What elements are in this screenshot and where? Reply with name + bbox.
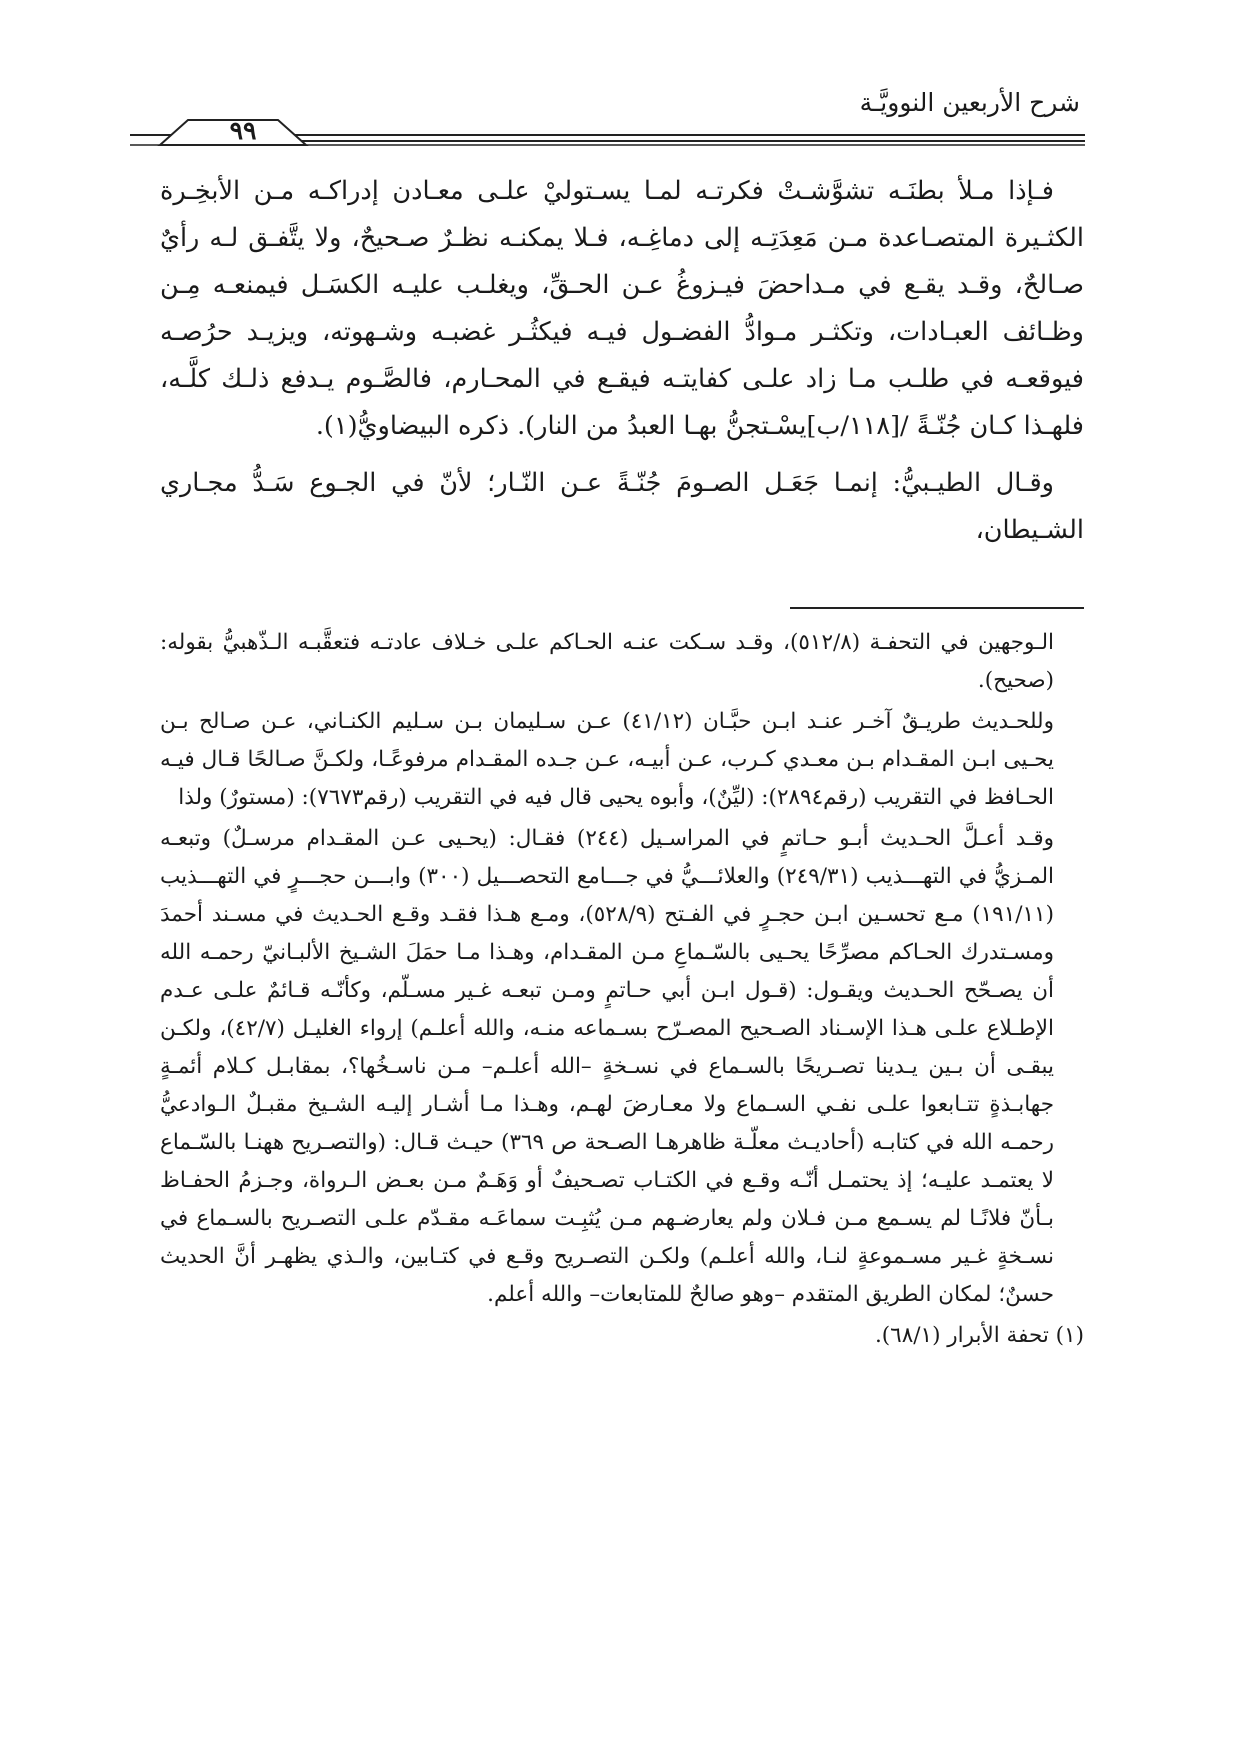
page-number: ٩٩ xyxy=(229,116,257,145)
footnotes xyxy=(160,624,1084,1358)
main-paragraph: فـإذا مـلأ بطنَـه تشوَّشـتْ فكرتـه لمـا يسـتوليْ علـى معـادن إدراكـه مـن الأبخِـرة الكثـيرة المتصـاعدة مـن مَعِدَتِـه إلى دماغِـه، فـلا يمكنـه نظـرٌ صـحيحٌ، ولا يتَّفـق لـه رأيٌ صـالحٌ، وقـد يقـع في مـداحضَ فيـزوغُ عـن الحـقِّ، ويغلـب عليـه الكسَـل فيمنعـه مِـن وظـائف العبـادات، وتكثـر مـوادُّ الفضـول فيـه فيكثُـر غضبـه وشـهوته، ويزيـد حرُصـه فيوقعـه في طلـب مـا زاد علـى كفايتـه فيقـع في المحـارم، فالصَّـوم يـدفع ذلـك كلَّـه، فلهـذا كـان جُنّـةً /[١١٨/ب]يسْـتجنُّ بهـا العبدُ من النار). ذكره البيضاويُّ(١). xyxy=(160,176,1084,441)
main-paragraph: وقـال الطيـبيُّ: إنمـا جَعَـل الصـومَ جُنّـةً عـن النّـار؛ لأنّ في الجـوع سَـدُّ مجـاري الشـيطان، xyxy=(160,468,1084,545)
footnote-citation: (١) تحفة الأبرار (٦٨/١). xyxy=(874,1323,1084,1348)
footnote-separator xyxy=(790,607,1084,609)
footnote-line: وقـد أعـلَّ الحـديث أبـو حـاتمٍ في المراسـيل (٢٤٤) فقـال: (يحـيى عـن المقـدام مرسـلٌ) وتبعـه المـزيُّ في التهـــذيب (٢٤٩/٣١) والعلائـــيُّ في جـــامع التحصـــيل (٣٠٠) وابـــن حجـــرٍ في التهـــذيب (١٩١/١١) مـع تحسـين ابـن حجـرٍ في الفـتح (٥٢٨/٩)، ومـع هـذا فقـد وقـع الحـديث في مسـند أحمدَ ومسـتدرك الحـاكم مصرِّحًا يحـيى بالسّـماعِ مـن المقـدام، وهـذا مـا حمَلَ الشـيخ الألبـانيّ رحمـه الله أن يصـحّح الحـديث ويقـول: (قـول ابـن أبي حـاتمٍ ومـن تبعـه غـير مسـلّم، وكأنّـه قـائمٌ علـى عـدم الإطـلاع علـى هـذا الإسـناد الصـحيح المصـرّح بسـماعه منـه، والله أعلـم) إرواء الغليـل (٤٢/٧)، ولكـن يبقـى أن بـين يـدينا تصـريحًا بالسـماع في نسـخةٍ –الله أعلـم– مـن ناسـخُها؟، بمقابـل كـلام أئمـةٍ جهابـذةٍ تتـابعوا علـى نفـي السـماع ولا معـارضَ لهـم، وهـذا مـا أشـار إليـه الشـيخ مقبـلٌ الـوادعيُّ رحمـه الله في كتابـه (أحاديـث معلّـة ظاهرهـا الصـحة ص ٣٦٩) حيـث قـال: (والتصـريح ههنـا بالسّـماع لا يعتمـد عليـه؛ إذ يحتمـل أنّـه وقـع في الكتـاب تصـحيفٌ أو وَهَـمٌ مـن بعـض الـرواة، وجـزمُ الحفـاظ بـأنّ فلانًـا لم يسـمع مـن فـلان ولم يعارضـهم مـن يُثبِـت سماعَـه مقـدّم علـى التصـريح بالسـماع في نسـخةٍ غـير مسـموعةٍ لنـا، والله أعلـم) ولكـن التصـريح وقـع في كتـابين، والـذي يظهـر أنَّ الحديث حسنٌ؛ لمكان الطريق المتقدم –وهو صالحٌ للمتابعات– والله أعلم. xyxy=(160,826,1055,1307)
main-text xyxy=(160,168,1084,554)
footnote-line: الـوجهين في التحفـة (٥١٢/٨)، وقـد سـكت عنـه الحـاكم علـى خـلاف عادتـه فتعقَّبـه الـذّهبيُّ بقوله: (صحيح). xyxy=(160,630,1054,693)
footnote-line: وللحـديث طريـقٌ آخـر عنـد ابـن حبَّـان (٤١/١٢) عـن سـليمان بـن سـليم الكنـاني، عـن صـالح بـن يحـيى ابـن المقـدام بـن معـدي كـرب، عـن أبيـه، عـن جـده المقـدام مرفوعًـا، ولكـنَّ صـالحًا قـال فيـه الحـافظ في التقريب (رقم٢٨٩٤): (ليِّنٌ)، وأبوه يحيى قال فيه في التقريب (رقم٧٦٧٣): (مستورٌ) ولذا xyxy=(160,709,1054,810)
running-title: شرح الأربعين النوويَّـة xyxy=(859,88,1080,117)
